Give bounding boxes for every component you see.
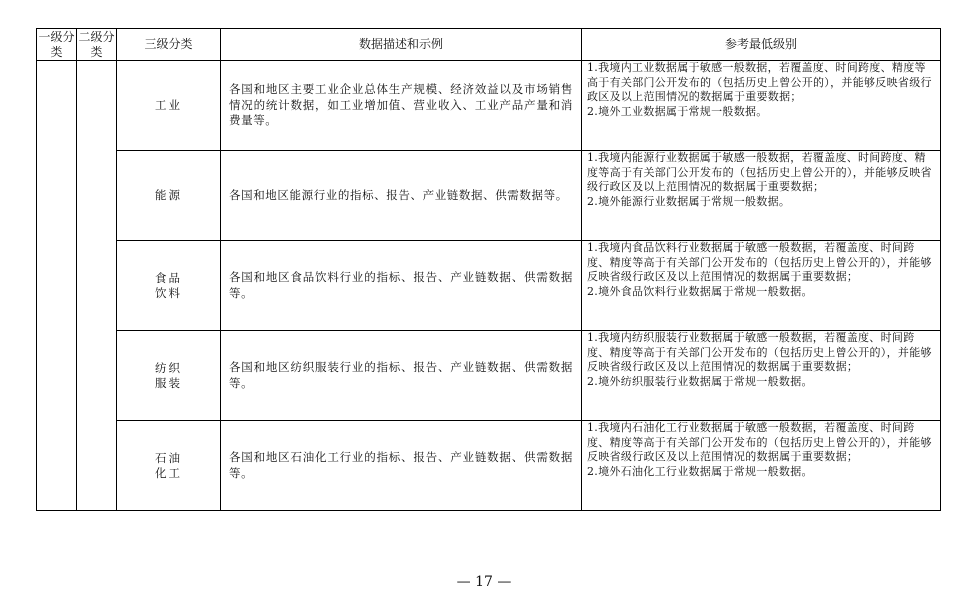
header-level3: 三级分类 xyxy=(117,29,221,61)
min-level-cell xyxy=(582,241,941,331)
description-cell: 各国和地区食品饮料行业的指标、报告、产业链数据、供需数据等。 xyxy=(221,241,582,331)
min-level-line: 1.我境内工业数据属于敏感一般数据，若覆盖度、时间跨度、精度等高于有关部门公开发布的（包括历史上曾公开的），并能够反映省级行政区及以上范围情况的数据属于重要数据； xyxy=(587,61,932,104)
level3-cell xyxy=(117,61,221,151)
header-level1: 一级分类 xyxy=(38,29,75,59)
level1-cell xyxy=(37,61,77,511)
level3-cell xyxy=(117,421,221,511)
min-level-line: 1.我境内纺织服装行业数据属于敏感一般数据，若覆盖度、时间跨度、精度等高于有关部门公开发布的（包括历史上曾公开的），并能够反映省级行政区及以上范围情况的数据属于重要数据； xyxy=(587,331,932,374)
min-level-cell xyxy=(582,331,941,421)
min-level-line: 2.境外石油化工行业数据属于常规一般数据。 xyxy=(587,464,813,478)
min-level-line: 2.境外纺织服装行业数据属于常规一般数据。 xyxy=(587,374,813,388)
min-level-cell xyxy=(582,421,941,511)
level3-cell xyxy=(117,151,221,241)
table-header xyxy=(37,29,941,61)
level3-label: 服装 xyxy=(155,375,182,390)
min-level-cell xyxy=(582,61,941,151)
level2-cell xyxy=(77,61,117,511)
description-cell: 各国和地区主要工业企业总体生产规模、经济效益以及市场销售情况的统计数据，如工业增加值、营业收入、工业产品产量和消费量等。 xyxy=(221,61,582,151)
table-row xyxy=(37,151,941,241)
table-body xyxy=(37,61,941,511)
table-row xyxy=(37,61,941,151)
header-level2: 二级分类 xyxy=(78,29,115,59)
min-level-line: 2.境外食品饮料行业数据属于常规一般数据。 xyxy=(587,284,813,298)
table-row xyxy=(37,421,941,511)
level3-label: 石油 xyxy=(155,450,182,465)
description-cell: 各国和地区纺织服装行业的指标、报告、产业链数据、供需数据等。 xyxy=(221,331,582,421)
level3-label: 工业 xyxy=(155,98,182,112)
classification-table xyxy=(36,28,941,511)
min-level-line: 2.境外工业数据属于常规一般数据。 xyxy=(587,104,768,118)
min-level-cell xyxy=(582,151,941,241)
level3-label: 饮料 xyxy=(155,285,182,300)
level3-label: 化工 xyxy=(155,465,182,480)
level3-cell xyxy=(117,331,221,421)
min-level-line: 1.我境内石油化工行业数据属于敏感一般数据，若覆盖度、时间跨度、精度等高于有关部门公开发布的（包括历史上曾公开的），并能够反映省级行政区及以上范围情况的数据属于重要数据； xyxy=(587,421,932,464)
min-level-line: 1.我境内能源行业数据属于敏感一般数据，若覆盖度、时间跨度、精度等高于有关部门公开发布的（包括历史上曾公开的），并能够反映省级行政区及以上范围情况的数据属于重要数据； xyxy=(587,151,932,194)
description-cell: 各国和地区石油化工行业的指标、报告、产业链数据、供需数据等。 xyxy=(221,421,582,511)
description-cell: 各国和地区能源行业的指标、报告、产业链数据、供需数据等。 xyxy=(221,151,582,241)
min-level-line: 1.我境内食品饮料行业数据属于敏感一般数据，若覆盖度、时间跨度、精度等高于有关部门公开发布的（包括历史上曾公开的），并能够反映省级行政区及以上范围情况的数据属于重要数据； xyxy=(587,241,932,284)
header-description: 数据描述和示例 xyxy=(221,29,582,61)
min-level-line: 2.境外能源行业数据属于常规一般数据。 xyxy=(587,194,791,208)
level3-label: 食品 xyxy=(155,270,182,285)
level3-label: 纺织 xyxy=(155,360,182,375)
table-row xyxy=(37,331,941,421)
table-row xyxy=(37,241,941,331)
header-min-level: 参考最低级别 xyxy=(582,29,941,61)
level3-cell xyxy=(117,241,221,331)
level3-label: 能源 xyxy=(155,188,182,202)
page-number: — 17 — xyxy=(456,574,512,590)
